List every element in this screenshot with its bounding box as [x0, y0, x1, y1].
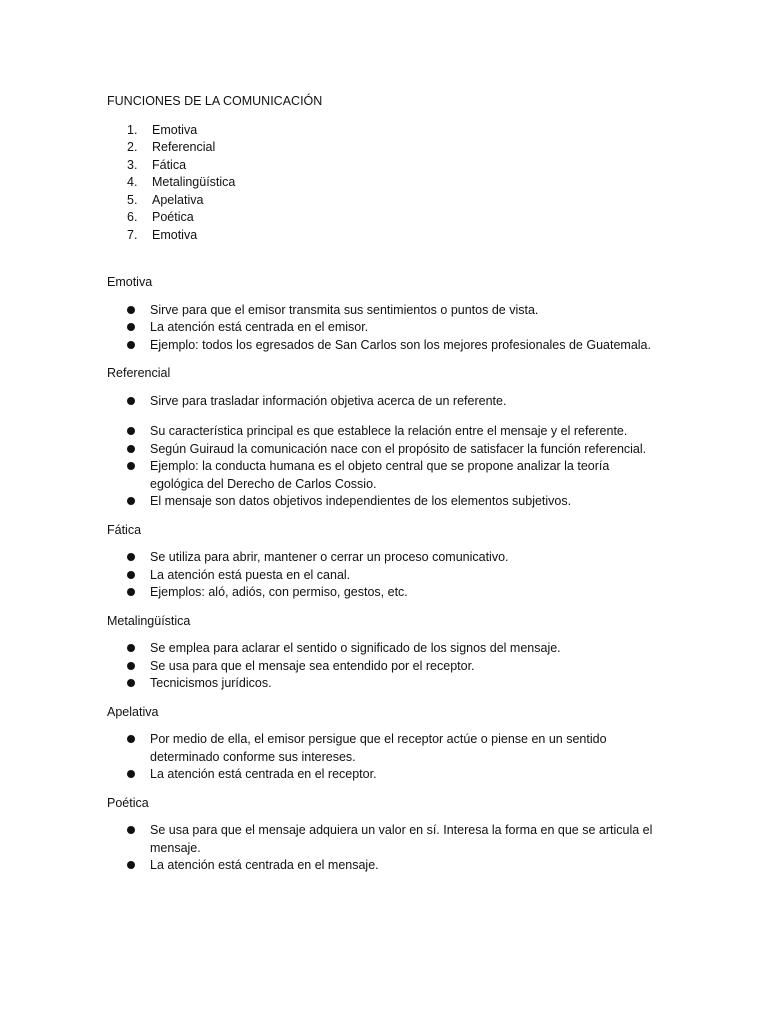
list-text: La atención está puesta en el canal.: [150, 567, 351, 582]
bullet-icon: [127, 397, 135, 405]
list-item: [127, 441, 667, 459]
bullet-icon: [127, 588, 135, 596]
list-item: [127, 302, 667, 320]
list-text: Por medio de ella, el emisor persigue que el receptor actúe o piense en un sentido determinado conforme sus intereses.: [150, 732, 607, 764]
section-heading-referencial: Referencial: [107, 366, 171, 380]
list-item: [127, 139, 667, 157]
list-text: Ejemplo: todos los egresados de San Carlos son los mejores profesionales de Guatemala.: [150, 337, 651, 352]
section-list-emotiva: [107, 302, 667, 355]
list-item: [127, 122, 667, 140]
list-number: 7.: [127, 227, 138, 242]
section-list-poetica: [107, 822, 667, 875]
list-item: [127, 458, 667, 493]
bullet-icon: [127, 735, 135, 743]
list-label: Apelativa: [152, 192, 204, 207]
bullet-icon: [127, 571, 135, 579]
section-list-metalinguistica: [107, 640, 667, 693]
list-number: 6.: [127, 210, 138, 224]
section-heading-metalinguistica: Metalingüística: [107, 613, 191, 628]
list-label: Emotiva: [152, 227, 198, 242]
list-text: Se usa para que el mensaje sea entendido por el receptor.: [150, 658, 475, 673]
list-label: Poética: [152, 210, 194, 224]
list-item: [127, 549, 667, 567]
functions-list: [107, 122, 667, 245]
page-title: FUNCIONES DE LA COMUNICACIÓN: [107, 94, 323, 108]
list-item: [127, 337, 667, 355]
list-item: [127, 584, 667, 602]
bullet-icon: [127, 497, 135, 505]
section-list-fatica: [107, 549, 667, 602]
bullet-icon: [127, 679, 135, 687]
list-item: [127, 658, 667, 676]
list-label: Fática: [152, 157, 187, 172]
bullet-icon: [127, 770, 135, 778]
list-item: [127, 822, 667, 857]
list-text: Tecnicismos jurídicos.: [150, 676, 272, 690]
list-number: 2.: [127, 140, 138, 154]
section-list-referencial: [107, 393, 667, 511]
bullet-icon: [127, 462, 135, 470]
bullet-icon: [127, 644, 135, 652]
list-text: Ejemplo: la conducta humana es el objeto central que se propone analizar la teoría egológica del Derecho de Carlos Cossio.: [150, 459, 610, 491]
section-heading-fatica: Fática: [107, 522, 142, 537]
list-text: La atención está centrada en el mensaje.: [150, 858, 379, 872]
list-number: 1.: [127, 122, 138, 137]
list-item: [127, 493, 667, 511]
list-text: El mensaje son datos objetivos independientes de los elementos subjetivos.: [150, 494, 572, 508]
list-item: [127, 227, 667, 245]
list-item: [127, 567, 667, 585]
bullet-icon: [127, 826, 135, 834]
list-number: 4.: [127, 175, 138, 189]
list-item: [127, 766, 667, 784]
list-item: [127, 192, 667, 210]
list-number: 3.: [127, 157, 138, 172]
bullet-icon: [127, 445, 135, 453]
list-item: [127, 640, 667, 658]
list-text: Sirve para trasladar información objetiva acerca de un referente.: [150, 393, 507, 408]
list-item: [127, 157, 667, 175]
bullet-icon: [127, 861, 135, 869]
list-label: Metalingüística: [152, 175, 236, 189]
section-heading-apelativa: Apelativa: [107, 704, 159, 719]
list-number: 5.: [127, 192, 138, 207]
list-item: [127, 731, 667, 766]
list-text: Ejemplos: aló, adiós, con permiso, gestos, etc.: [150, 585, 408, 599]
document-page: [107, 93, 667, 886]
list-text: Sirve para que el emisor transmita sus sentimientos o puntos de vista.: [150, 302, 539, 317]
list-item: [127, 393, 667, 411]
list-item: [127, 209, 667, 227]
bullet-icon: [127, 341, 135, 349]
section-list-apelativa: [107, 731, 667, 784]
list-text: Se usa para que el mensaje adquiera un valor en sí. Interesa la forma en que se articula el mensaje.: [150, 823, 653, 855]
bullet-icon: [127, 662, 135, 670]
list-item: [127, 319, 667, 337]
section-heading-poetica: Poética: [107, 795, 149, 810]
list-text: Se utiliza para abrir, mantener o cerrar un proceso comunicativo.: [150, 550, 509, 564]
bullet-icon: [127, 323, 135, 331]
list-item: [127, 675, 667, 693]
bullet-icon: [127, 306, 135, 314]
bullet-icon: [127, 427, 135, 435]
list-item: [127, 857, 667, 875]
list-text: Su característica principal es que establece la relación entre el mensaje y el referente.: [150, 424, 628, 438]
list-label: Referencial: [152, 140, 216, 154]
list-item: [127, 174, 667, 192]
section-heading-emotiva: Emotiva: [107, 275, 153, 289]
list-text: La atención está centrada en el emisor.: [150, 320, 369, 334]
bullet-icon: [127, 553, 135, 561]
list-text: Se emplea para aclarar el sentido o significado de los signos del mensaje.: [150, 641, 561, 655]
list-label: Emotiva: [152, 122, 198, 137]
list-item: [127, 423, 667, 441]
list-text: La atención está centrada en el receptor.: [150, 767, 377, 781]
list-text: Según Guiraud la comunicación nace con el propósito de satisfacer la función referencial.: [150, 441, 647, 456]
